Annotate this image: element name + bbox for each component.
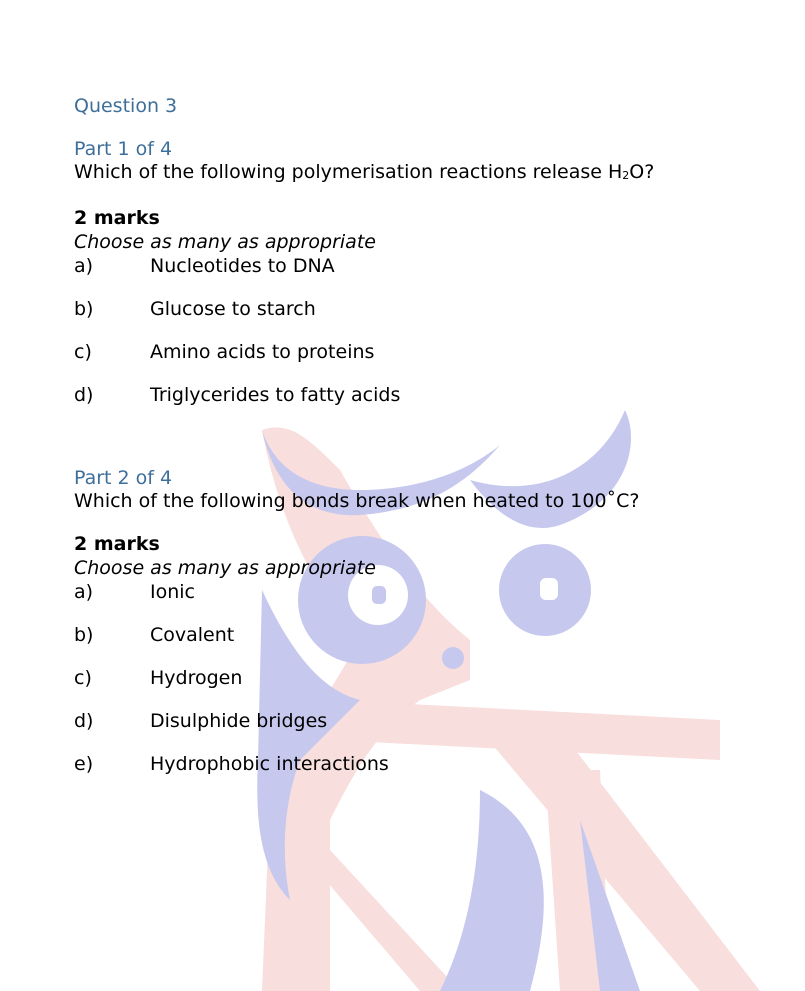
option-letter: a) bbox=[74, 255, 94, 277]
option-text: Hydrophobic interactions bbox=[150, 753, 389, 775]
option-letter: c) bbox=[74, 341, 92, 363]
part-1-marks: 2 marks bbox=[74, 207, 160, 229]
part-1-question-subscript: 2 bbox=[622, 169, 630, 182]
part-1-instruction: Choose as many as appropriate bbox=[74, 231, 376, 253]
part-2-options bbox=[74, 580, 774, 776]
part-1-option-d[interactable] bbox=[74, 383, 774, 407]
option-text: Covalent bbox=[150, 624, 235, 646]
option-text: Nucleotides to DNA bbox=[150, 255, 335, 277]
option-text: Ionic bbox=[150, 581, 195, 603]
option-letter: a) bbox=[74, 581, 94, 603]
part-2-option-c[interactable] bbox=[74, 666, 774, 690]
option-letter: d) bbox=[74, 384, 94, 406]
part-1-question bbox=[74, 160, 774, 187]
question-content bbox=[74, 93, 774, 776]
part-1-options bbox=[74, 254, 774, 407]
part-2-marks: 2 marks bbox=[74, 533, 160, 555]
part-2 bbox=[74, 467, 774, 776]
option-text: Hydrogen bbox=[150, 667, 243, 689]
option-letter: d) bbox=[74, 710, 94, 732]
option-letter: b) bbox=[74, 298, 94, 320]
option-text: Triglycerides to fatty acids bbox=[150, 384, 401, 406]
part-2-instruction: Choose as many as appropriate bbox=[74, 557, 376, 579]
part-1-question-text-start: Which of the following polymerisation reactions release H bbox=[74, 161, 623, 183]
part-2-option-a[interactable] bbox=[74, 580, 774, 604]
part-2-question: Which of the following bonds break when heated to 100˚C? bbox=[74, 490, 640, 512]
part-1-option-c[interactable] bbox=[74, 340, 774, 364]
part-2-option-b[interactable] bbox=[74, 623, 774, 647]
option-letter: e) bbox=[74, 753, 94, 775]
option-text: Glucose to starch bbox=[150, 298, 316, 320]
part-2-option-e[interactable] bbox=[74, 752, 774, 776]
part-2-option-d[interactable] bbox=[74, 709, 774, 733]
part-1-option-a[interactable] bbox=[74, 254, 774, 278]
question-title: Question 3 bbox=[74, 95, 178, 117]
option-text: Amino acids to proteins bbox=[150, 341, 375, 363]
part-1-question-text-end: O? bbox=[629, 161, 655, 183]
part-1-title: Part 1 of 4 bbox=[74, 138, 173, 160]
option-letter: b) bbox=[74, 624, 94, 646]
part-1-option-b[interactable] bbox=[74, 297, 774, 321]
option-letter: c) bbox=[74, 667, 92, 689]
part-1 bbox=[74, 138, 774, 407]
part-2-title: Part 2 of 4 bbox=[74, 467, 173, 489]
option-text: Disulphide bridges bbox=[150, 710, 328, 732]
